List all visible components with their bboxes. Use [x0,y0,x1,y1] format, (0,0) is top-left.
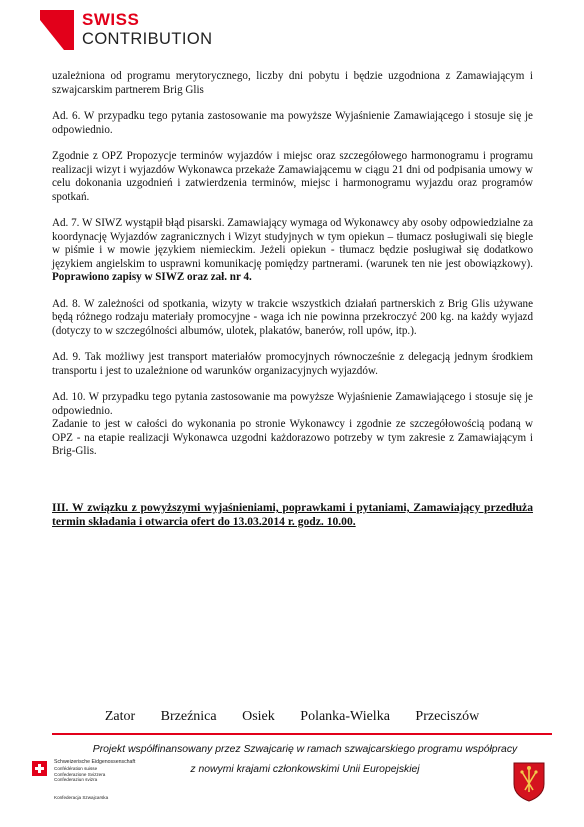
document-body [52,70,533,472]
logo-swiss: SWISS [82,10,140,29]
paragraph: Zgodnie z OPZ Propozycje terminów wyjazdów i miejsc oraz szczegółowego harmonogramu i programu realizacji wizyt i wyjazdów Wykonawca przekaże Zamawiającemu w ciągu 21 dni od podpisania umowy w celu dokonania uzgodnień i zatwierdzenia terminów, miejsc i harmonogramu wyjazdu oraz programów spotkań. [52,150,533,203]
header [40,10,340,66]
conf-line: Konfederacja Szwajcarska [54,795,109,801]
summary-heading: III. W związku z powyższymi wyjaśnieniami, poprawkami i pytaniami, Zamawiający przedłuża termin składania i otwarcia ofert do 13.03.2014 r. godz. 10.00. [52,501,533,528]
confederation-text [54,760,135,801]
paragraph: Ad. 8. W zależności od spotkania, wizyty w trakcie wszystkich działań partnerskich z Brig Glis używane będą różnego rodzaju materiały promocyjne - waga ich nie powinna przekroczyć 200 kg. na każdy wyjazd (dotyczy to w szczególności albumów, ulotek, plakatów, banerów, roll upów, itp.). [52,297,533,337]
swiss-confederation-logo [32,758,152,808]
conf-line: Confederaziun svizra [54,777,98,783]
town: Przeciszów [415,709,480,724]
project-line-2: z nowymi krajami członkowskimi Unii Europejskiej [190,764,420,775]
towns-footer [0,709,584,725]
swiss-flag-icon [32,761,47,776]
footer-divider [52,733,552,735]
conf-line: Confédération suisse [54,765,98,771]
paragraph: uzależniona od programu merytorycznego, liczby dni pobytu i będzie uzgodniona z Zamawiającym i szwajcarskim partnerem Brig Glis [52,70,533,96]
conf-line: Confederazione Svizzera [54,771,106,777]
ad7-text: Ad. 7. W SIWZ wystąpił błąd pisarski. Zamawiający wymaga od Wykonawcy aby osoby odpowiedzialne za koordynację Wyjazdów zagranicznych i Wizyt studyjnych w tym opiekun – tłumacz posługiwali się biegle w piśmie i w mowie językiem niemieckim. Jeżeli opiekun - tłumacz będzie posługiwał się dodatkowo językiem angielskim to usprawni komunikację pomiędzy partnerami. (warunek ten nie jest obowiązkowy). [52,217,533,270]
ad7-bold: Poprawiono zapisy w SIWZ oraz zał. nr 4. [52,271,252,283]
logo-contribution: CONTRIBUTION [82,30,213,48]
paragraph: Ad. 9. Tak możliwy jest transport materiałów promocyjnych równocześnie z delegacją jednym środkiem transportu i jest to uzależnione od warunków organizacyjnych wyjazdów. [52,351,533,377]
town: Brzeźnica [160,709,217,724]
town: Polanka-Wielka [300,709,390,724]
conf-line: Schweizerische Eidgenossenschaft [54,759,136,765]
town: Osiek [242,709,275,724]
paragraph-ad7 [52,217,533,285]
project-line-1: Projekt współfinansowany przez Szwajcarię w ramach szwajcarskiego programu współpracy [92,744,518,755]
logo-text [82,10,212,48]
paragraph: Ad. 10. W przypadku tego pytania zastosowanie ma powyższe Wyjaśnienie Zamawiającego i stosuje się je odpowiednio. [52,391,533,417]
paragraph: Zadanie to jest w całości do wykonania po stronie Wykonawcy i zgodnie ze szczegółowością podaną w OPZ - na etapie realizacji Wykonawca uzgodni każdorazowo potrzeby w tym zakresie z Zamawiającym i Brig-Glis. [52,418,533,457]
paragraph: Ad. 6. W przypadku tego pytania zastosowanie ma powyższe Wyjaśnienie Zamawiającego i stosuje się je odpowiednio. [52,110,533,136]
swiss-contribution-logo-icon [40,10,74,50]
town: Zator [104,709,136,724]
coat-of-arms-icon [513,762,545,802]
